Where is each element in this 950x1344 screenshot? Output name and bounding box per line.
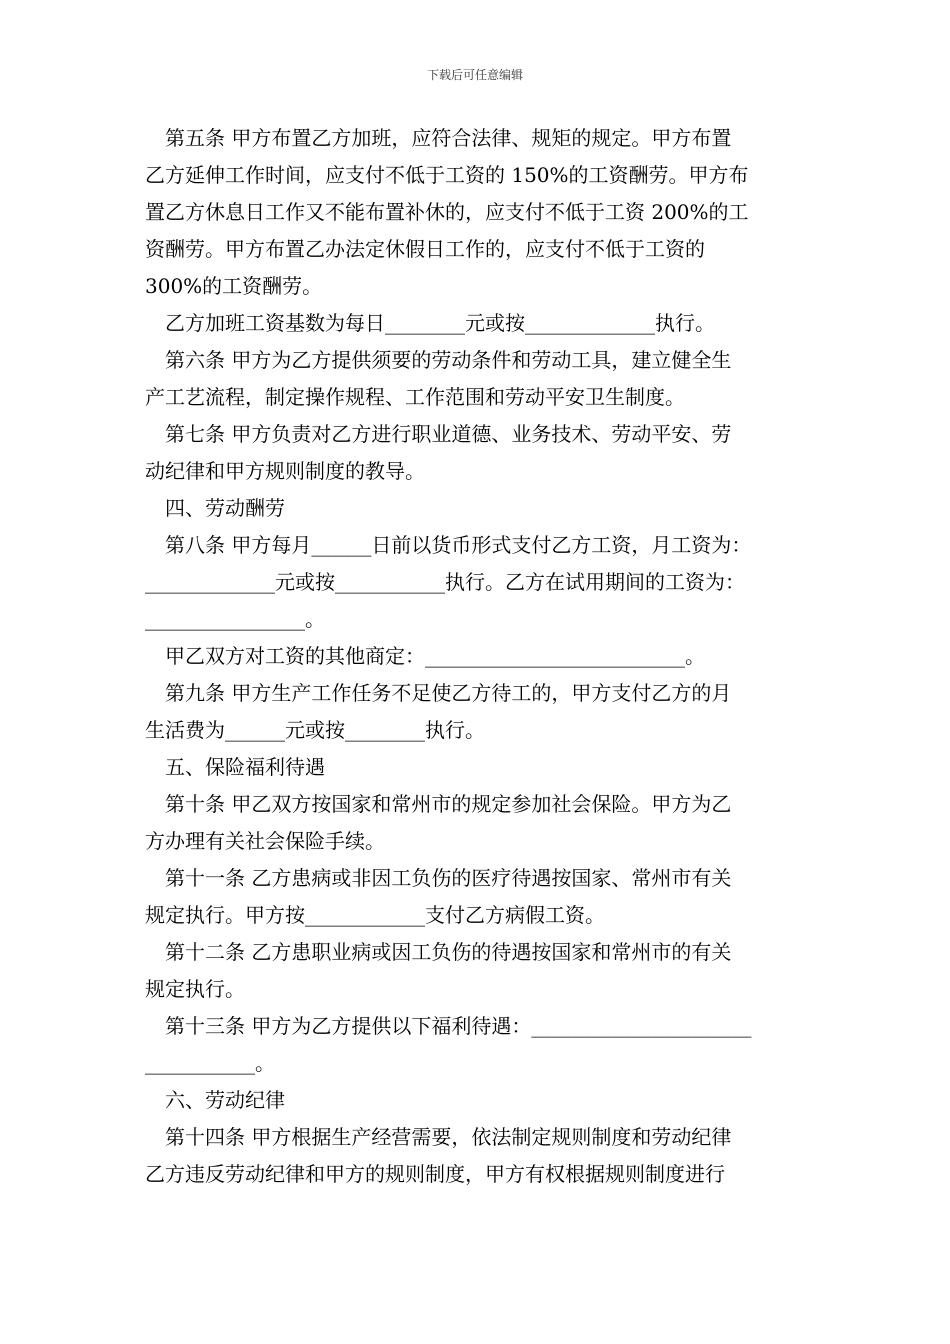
article-8-line-1: 第八条 甲方每月______日前以货币形式支付乙方工资，月工资为：: [165, 533, 752, 557]
section-5-heading: 五、保险福利待遇: [165, 755, 325, 779]
article-13-line-1: 第十三条 甲方为乙方提供以下福利待遇：______________________: [165, 1014, 752, 1038]
article-5-line-4: 资酬劳。甲方布置乙办法定休假日工作的，应支付不低于工资的: [145, 237, 705, 261]
article-11-line-2: 规定执行。甲方按____________支付乙方病假工资。: [145, 903, 605, 927]
article-12-line-2: 规定执行。: [145, 977, 245, 1001]
wage-other-agreement-line: 甲乙双方对工资的其他商定：__________________________。: [165, 644, 705, 668]
article-10-line-2: 方办理有关社会保险手续。: [145, 829, 385, 853]
article-5-line-1: 第五条 甲方布置乙方加班，应符合法律、规矩的规定。甲方布置: [165, 126, 732, 150]
article-9-line-2: 生活费为______元或按________执行。: [145, 718, 485, 742]
article-7-line-1: 第七条 甲方负责对乙方进行职业道德、业务技术、劳动平安、劳: [165, 422, 732, 446]
article-14-line-2: 乙方违反劳动纪律和甲方的规则制度，甲方有权根据规则制度进行: [145, 1162, 725, 1186]
article-12-line-1: 第十二条 乙方患职业病或因工负伤的待遇按国家和常州市的有关: [165, 940, 732, 964]
article-9-line-1: 第九条 甲方生产工作任务不足使乙方待工的，甲方支付乙方的月: [165, 681, 732, 705]
article-6-line-2: 产工艺流程，制定操作规程、工作范围和劳动平安卫生制度。: [145, 385, 685, 409]
article-11-line-1: 第十一条 乙方患病或非因工负伤的医疗待遇按国家、常州市有关: [165, 866, 732, 890]
section-6-heading: 六、劳动纪律: [165, 1088, 285, 1112]
article-8-line-2: _____________元或按___________执行。乙方在试用期间的工资为：: [145, 570, 745, 594]
article-5-line-2: 乙方延伸工作时间，应支付不低于工资的 150%的工资酬劳。甲方布: [145, 163, 749, 187]
article-14-line-1: 第十四条 甲方根据生产经营需要，依法制定规则制度和劳动纪律: [165, 1125, 732, 1149]
overtime-base-line: 乙方加班工资基数为每日________元或按_____________执行。: [165, 311, 715, 335]
section-4-heading: 四、劳动酬劳: [165, 496, 285, 520]
article-5-line-3: 置乙方休息日工作又不能布置补休的，应支付不低于工资 200%的工: [145, 200, 749, 224]
article-8-line-3: ________________。: [145, 607, 325, 631]
article-10-line-1: 第十条 甲乙双方按国家和常州市的规定参加社会保险。甲方为乙: [165, 792, 732, 816]
contract-body: [145, 120, 810, 1193]
article-5-line-5: 300%的工资酬劳。: [145, 274, 323, 298]
page-header: 下载后可任意编辑: [426, 68, 523, 82]
article-7-line-2: 动纪律和甲方规则制度的教导。: [145, 459, 425, 483]
article-13-line-2: ___________。: [145, 1051, 275, 1075]
article-6-line-1: 第六条 甲方为乙方提供须要的劳动条件和劳动工具，建立健全生: [165, 348, 732, 372]
